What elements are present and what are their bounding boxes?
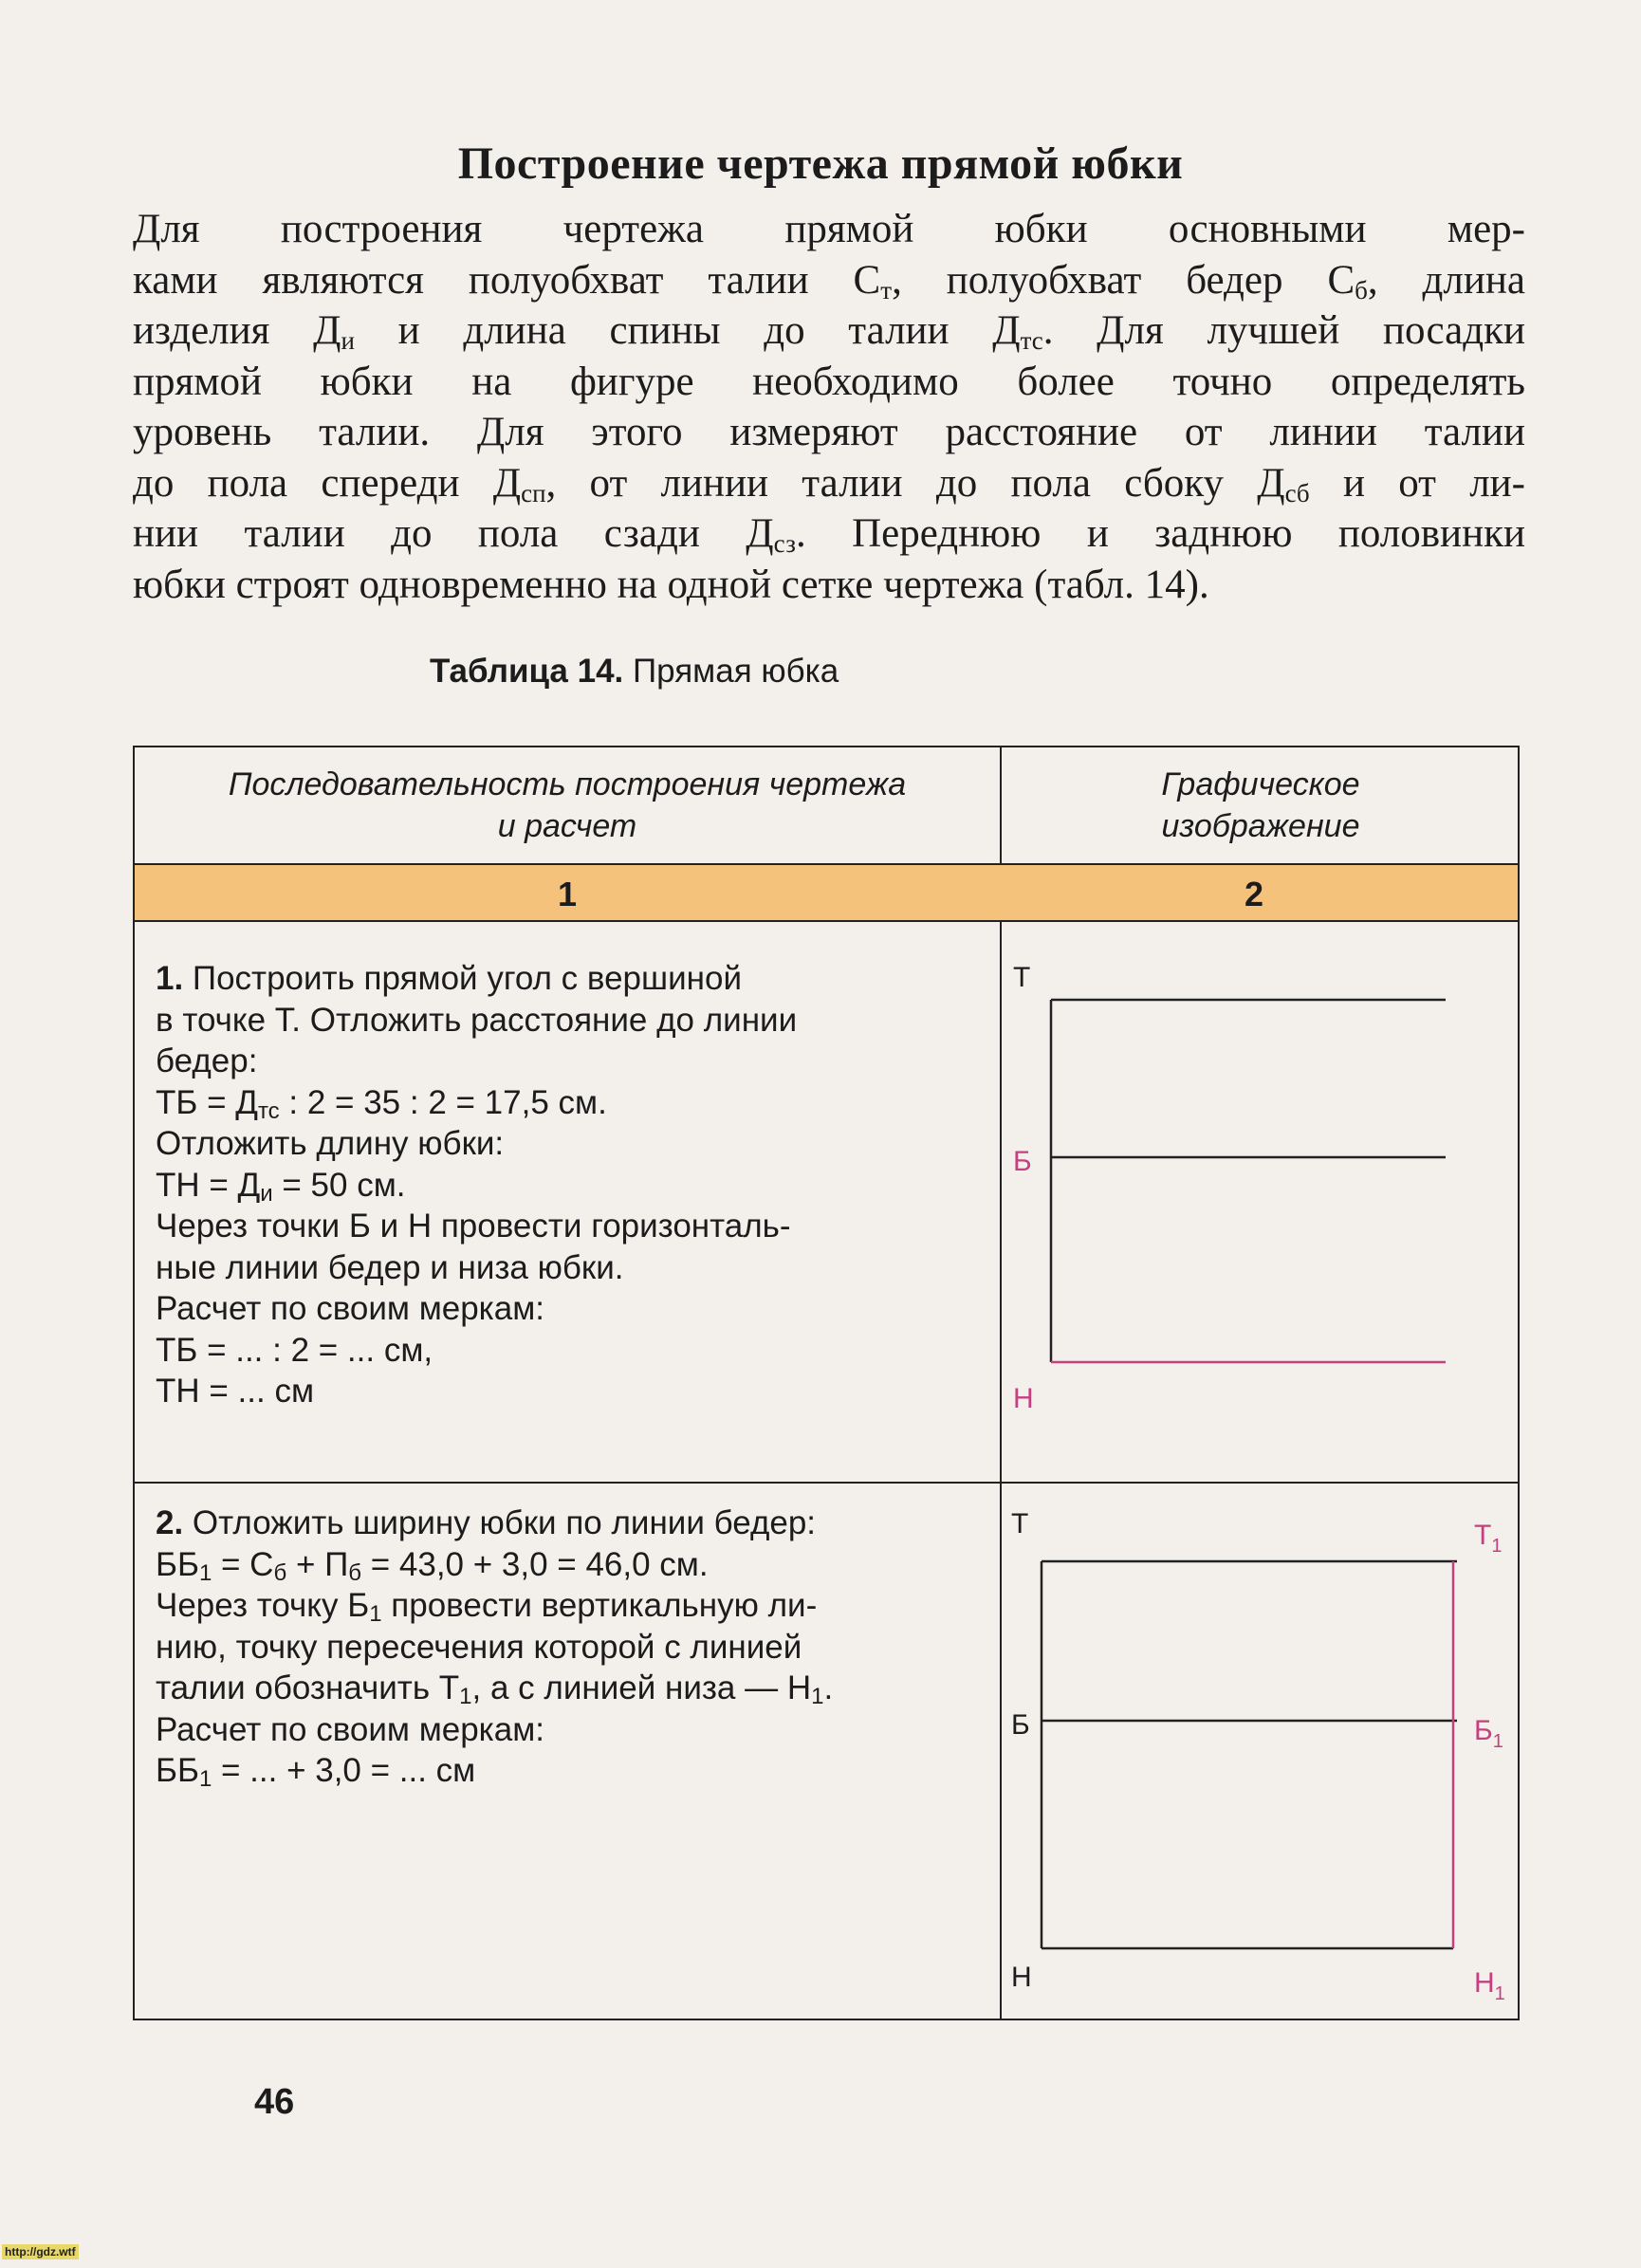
- text-line: ТБ = ... : 2 = ... см,: [156, 1331, 433, 1369]
- text-line: Для построения чертежа прямой юбки основными мер-: [133, 207, 1525, 251]
- subscript: и: [341, 326, 355, 355]
- text-line: юбки строят одновременно на одной сетке чертежа (табл. 14).: [133, 562, 1209, 607]
- point-n-label: Н: [1011, 1962, 1032, 1993]
- page-number: 46: [254, 2082, 295, 2122]
- text-line: 1. Построить прямой угол с вершиной: [156, 960, 742, 997]
- subscript: 1: [459, 1684, 472, 1709]
- subscript: сз: [773, 529, 796, 558]
- page-title: Построение чертежа прямой юбки: [457, 138, 1184, 189]
- subscript: тс: [257, 1097, 280, 1124]
- text-line: ТБ = $Д_{тс}$ : 2 = 35 : 2 = 17,5 см.: [156, 1083, 607, 1124]
- point-t-label: Т: [1013, 962, 1031, 993]
- text-line: Через точки Б и Н провести горизонталь-: [156, 1208, 791, 1245]
- point-t1-label: $Т_1$: [1474, 1520, 1503, 1557]
- construction-table: [133, 746, 1520, 2020]
- subscript: б: [348, 1559, 362, 1586]
- subscript: 1: [198, 1766, 212, 1792]
- subscript: б: [273, 1559, 287, 1586]
- subscript: и: [260, 1180, 273, 1207]
- header-sequence-line-2: и расчет: [497, 808, 637, 844]
- text-line: ТН = ... см: [156, 1373, 315, 1410]
- text-line: Через точку $Б_1$ провести вертикальную ли-: [156, 1587, 818, 1627]
- text-line: нию, точку пересечения которой с линией: [156, 1628, 802, 1666]
- text-line: уровень талии. Для этого измеряют расстояние от линии талии: [133, 410, 1525, 454]
- text-line: в точке Т. Отложить расстояние до линии: [156, 1001, 798, 1039]
- header-sequence-line-1: Последовательность построения чертежа: [228, 766, 907, 802]
- column-number-row: [135, 863, 1518, 922]
- header-graphic-line-1: Графическое: [1161, 766, 1360, 802]
- point-t-label: Т: [1011, 1508, 1029, 1540]
- header-graphic: [1002, 747, 1520, 863]
- table-caption-label: Таблица 14.: [430, 653, 624, 690]
- step-1-text: [156, 958, 990, 1412]
- step-number: 2.: [156, 1504, 184, 1541]
- subscript: 1: [811, 1684, 824, 1709]
- text-line: нии талии до пола сзади $Д_{сз}$. Переднюю и заднюю половинки: [133, 511, 1525, 558]
- subscript: б: [1355, 275, 1368, 304]
- text-line: ТН = $Д_и = 50$ см.: [156, 1166, 406, 1207]
- text-line: ные линии бедер и низа юбки.: [156, 1248, 624, 1286]
- text-line: бедер:: [156, 1042, 258, 1079]
- text-line: 2. Отложить ширину юбки по линии бедер:: [156, 1504, 817, 1541]
- step-2-text: [156, 1503, 990, 1792]
- step-number: 1.: [156, 960, 184, 997]
- text-line: изделия $Д_и$ и длина спины до талии $Д_{тс}$. Для лучшей посадки: [133, 308, 1525, 355]
- point-b-label: Б: [1011, 1709, 1030, 1741]
- text-line: до пола спереди $Д_{сп}$, от линии талии до пола сбоку $Д_{сб}$ и от ли-: [133, 460, 1525, 507]
- subscript: т: [880, 275, 893, 304]
- subscript: тс: [1020, 326, 1043, 355]
- point-b1-label: $Б_1$: [1474, 1715, 1503, 1752]
- table-caption: [430, 653, 839, 691]
- subscript: 1: [369, 1601, 382, 1627]
- point-b-label: Б: [1013, 1146, 1032, 1177]
- text-line: ками являются полуобхват талии $С_т$, полуобхват бедер $С_б$, длина: [133, 257, 1525, 304]
- column-number-1: 1: [558, 875, 578, 913]
- table-caption-name: Прямая юбка: [633, 653, 839, 690]
- header-sequence: [135, 747, 1000, 863]
- step-2-drawing: [1002, 1484, 1520, 2020]
- text-line: $ББ_1$ = ... + 3,0 = ... см: [156, 1752, 476, 1792]
- text-line: Расчет по своим меркам:: [156, 1710, 545, 1748]
- text-line: талии обозначить $Т_1$, а с линией низа — $Н_1$.: [156, 1669, 834, 1709]
- header-graphic-line-2: изображение: [1161, 808, 1360, 844]
- text-line: прямой юбки на фигуре необходимо более точно определять: [133, 359, 1525, 404]
- subscript: сб: [1284, 478, 1310, 507]
- step-1-drawing: [1002, 922, 1520, 1482]
- text-line: Отложить длину юбки:: [156, 1125, 505, 1162]
- step-2-diagram: [1002, 1484, 1520, 2020]
- point-n-label: Н: [1013, 1383, 1034, 1414]
- column-number-2: 2: [1245, 875, 1264, 913]
- subscript: сп: [521, 478, 546, 507]
- subscript: 1: [198, 1559, 212, 1586]
- watermark: http://gdz.wtf: [2, 2244, 79, 2259]
- text-line: $ББ_1 = С_б + П_б = 43,0 + 3,0 = 46,0$ см.: [156, 1545, 709, 1586]
- text-line: Расчет по своим меркам:: [156, 1290, 545, 1327]
- intro-paragraph: [133, 204, 1525, 610]
- point-n1-label: $Н_1$: [1474, 1967, 1505, 2004]
- step-1-diagram: [1002, 922, 1520, 1482]
